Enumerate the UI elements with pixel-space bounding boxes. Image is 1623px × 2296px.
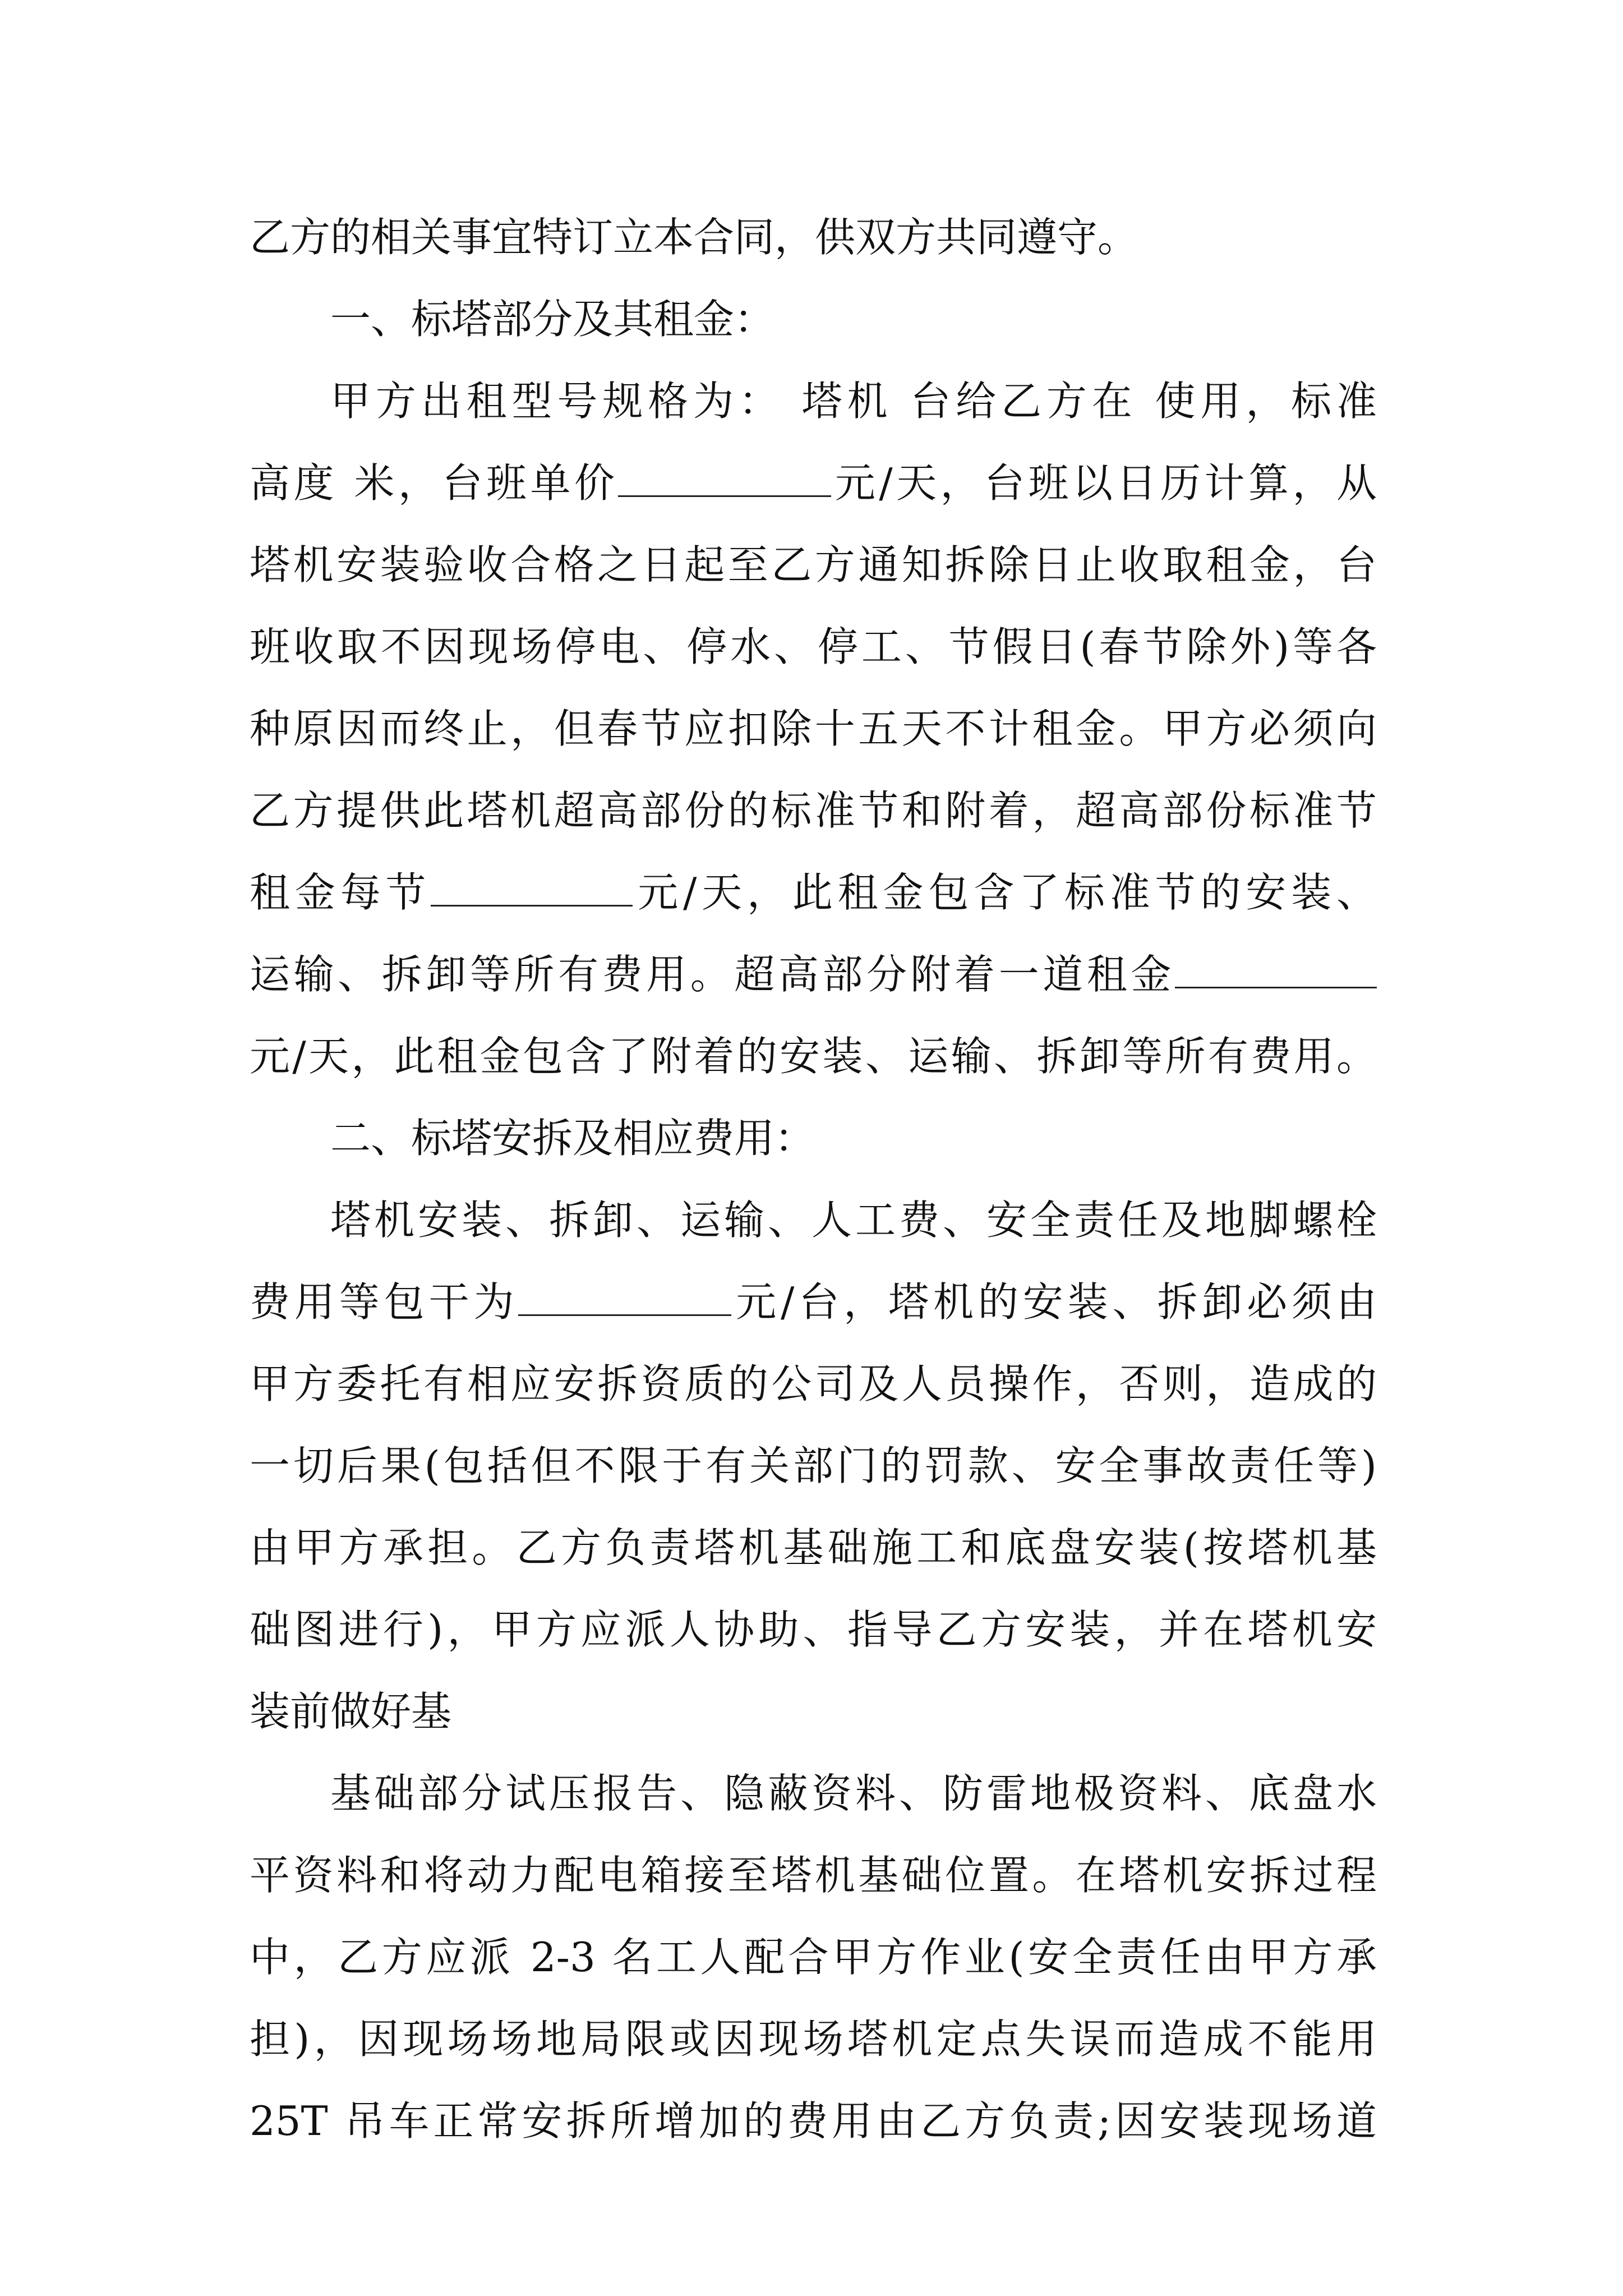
line-text: 元/台，塔机的安装、拆卸必须由 — [731, 1278, 1377, 1326]
paragraph-line: 甲方出租型号规格为： 塔机 台给乙方在 使用，标准 — [330, 378, 1377, 425]
paragraph-line: 元/天，此租金包含了附着的安装、运输、拆卸等所有费用。 — [250, 1033, 1377, 1080]
paragraph-line: 塔机安装验收合格之日起至乙方通知拆除日止收取租金，台 — [250, 541, 1377, 588]
paragraph-line: 担)，因现场场地局限或因现场塔机定点失误而造成不能用 — [250, 2016, 1377, 2063]
paragraph-line: 乙方的相关事宜特订立本合同，供双方共同遵守。 — [250, 214, 1138, 261]
section-heading: 二、标塔安拆及相应费用： — [330, 1115, 815, 1162]
paragraph-line: 一切后果(包括但不限于有关部门的罚款、安全事故责任等) — [250, 1442, 1377, 1489]
fill-in-blank — [618, 446, 831, 497]
fill-in-blank — [1175, 937, 1377, 988]
paragraph-line: 平资料和将动力配电箱接至塔机基础位置。在塔机安拆过程 — [250, 1852, 1377, 1899]
paragraph-line: 中，乙方应派 2-3 名工人配合甲方作业(安全责任由甲方承 — [250, 1934, 1377, 1981]
fill-in-blank — [518, 1265, 731, 1316]
contract-body — [250, 196, 1377, 2162]
line-text: 费用等包干为 — [250, 1278, 519, 1326]
paragraph-line: 班收取不因现场停电、停水、停工、节假日(春节除外)等各 — [250, 623, 1377, 670]
paragraph-line: 塔机安装、拆卸、运输、人工费、安全责任及地脚螺栓 — [330, 1197, 1377, 1244]
line-text: 元/天，台班以日历计算，从 — [831, 459, 1377, 507]
line-text: 运输、拆卸等所有费用。超高部分附着一道租金 — [250, 951, 1175, 998]
paragraph-line — [250, 442, 1377, 524]
paragraph-line: 装前做好基 — [250, 1688, 452, 1735]
paragraph-line: 种原因而终止，但春节应扣除十五天不计租金。甲方必须向 — [250, 705, 1377, 752]
paragraph-line — [250, 933, 1377, 1015]
paragraph-line: 25T 吊车正常安拆所增加的费用由乙方负责;因安装现场道 — [250, 2097, 1377, 2145]
line-text: 元/天，此租金包含了标准节的安装、 — [633, 869, 1377, 916]
line-text: 租金每节 — [250, 869, 431, 916]
paragraph-line: 基础部分试压报告、隐蔽资料、防雷地极资料、底盘水 — [330, 1770, 1377, 1817]
section-heading: 一、标塔部分及其租金： — [330, 296, 775, 343]
paragraph-line: 础图进行)，甲方应派人协助、指导乙方安装，并在塔机安 — [250, 1606, 1377, 1653]
fill-in-blank — [431, 855, 633, 907]
line-text: 高度 米，台班单价 — [250, 459, 619, 507]
paragraph-line — [250, 1261, 1377, 1343]
paragraph-line: 由甲方承担。乙方负责塔机基础施工和底盘安装(按塔机基 — [250, 1524, 1377, 1571]
paragraph-line: 甲方委托有相应安拆资质的公司及人员操作，否则，造成的 — [250, 1360, 1377, 1407]
paragraph-line: 乙方提供此塔机超高部份的标准节和附着，超高部份标准节 — [250, 787, 1377, 834]
paragraph-line — [250, 852, 1377, 933]
